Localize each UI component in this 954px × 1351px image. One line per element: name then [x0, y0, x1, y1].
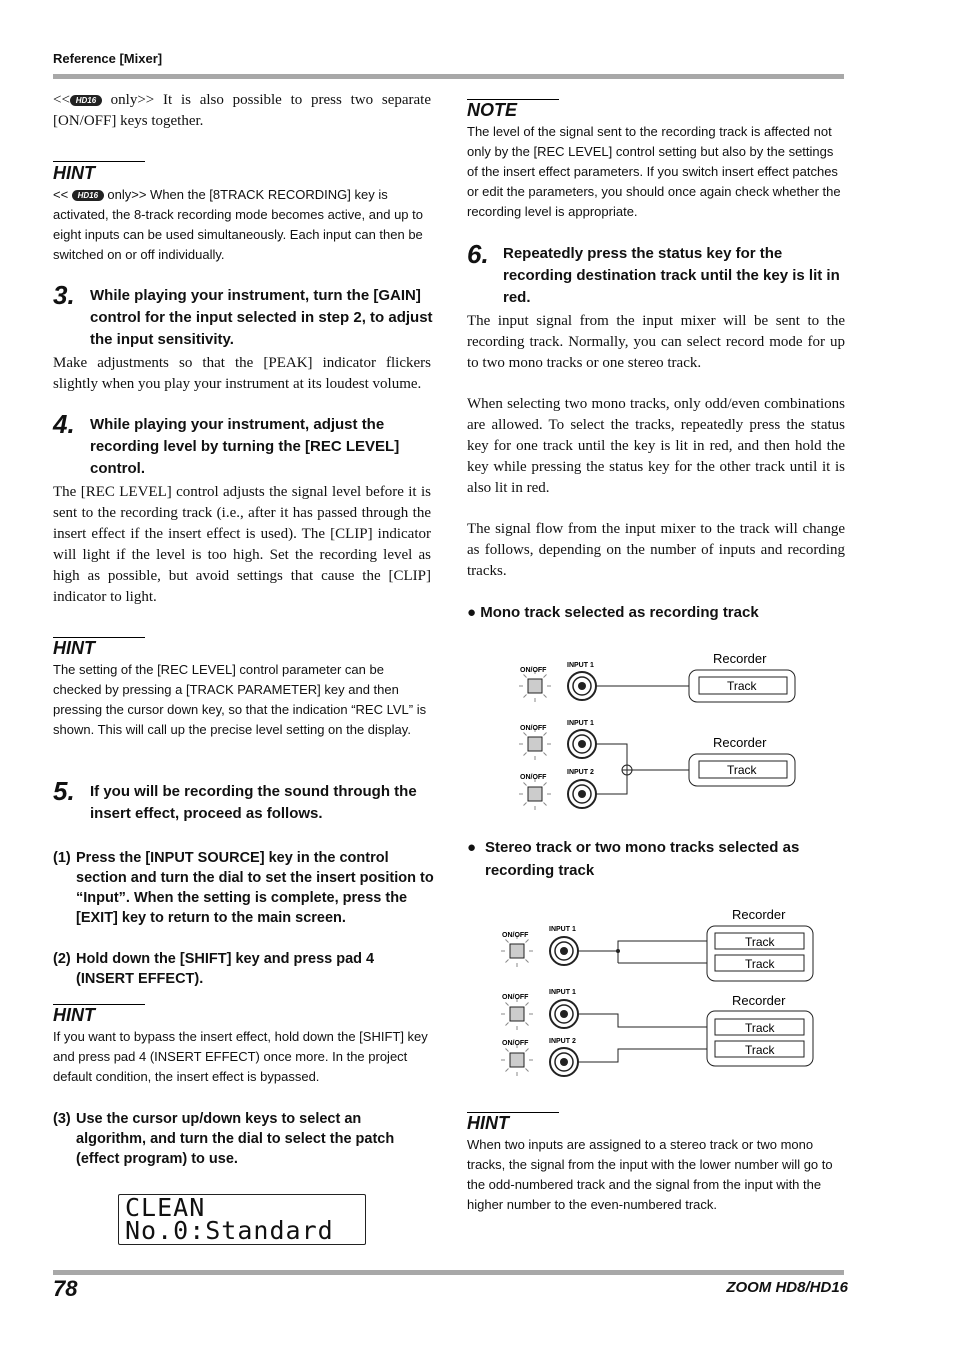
on-off-key-3 — [519, 778, 551, 810]
step-body: Make adjustments so that the [PEAK] indicator flickers slightly when you play your instrument at its loudest volume. — [53, 355, 431, 392]
recorder-label: Recorder — [732, 993, 786, 1008]
track-label: Track — [727, 679, 757, 693]
step-number: 4. — [53, 409, 75, 439]
input-1-label: INPUT 1 — [549, 989, 576, 996]
on-off-key-2 — [519, 728, 551, 760]
hint-heading: HINT — [53, 163, 95, 183]
input-1-label: INPUT 1 — [567, 720, 594, 727]
hd16-badge: HD16 — [72, 190, 104, 201]
input-1-label: INPUT 1 — [549, 926, 576, 933]
lcd-line-1: CLEAN — [125, 1193, 206, 1222]
on-off-key-1 — [519, 670, 551, 702]
input-2-label: INPUT 2 — [567, 769, 594, 776]
input-jack-2 — [550, 1048, 578, 1076]
hint-heading: HINT — [467, 1113, 509, 1133]
step-body: The signal flow from the input mixer to the track will change as follows, depending on the number of inputs and recording tracks. — [467, 521, 845, 579]
header-rule — [53, 74, 844, 79]
step-body: When selecting two mono tracks, only odd/even combinations are allowed. To select the tracks, repeatedly press the status key for one track until the key is lit in red, and then hold the key while pressing the status key for the other track until it is also lit in red. — [467, 396, 845, 496]
lcd-display — [118, 1194, 366, 1245]
on-off-label: ON/OFF — [520, 774, 547, 781]
hint-text: << HD16 only>> When the [8TRACK RECORDING] key is activated, the 8-track recording mode becomes active, and up to eight inputs can be used simultaneously. Each input can then be switched on or off individually. — [53, 187, 423, 262]
recorder-label: Recorder — [713, 735, 767, 750]
mono-track-diagram — [505, 648, 805, 813]
bullet-icon: ● — [467, 839, 477, 856]
on-off-label: ON/OFF — [520, 667, 547, 674]
note-heading: NOTE — [467, 100, 518, 120]
step-title: While playing your instrument, adjust the recording level by turning the [REC LEVEL] control. — [90, 416, 400, 477]
input-2-label: INPUT 2 — [549, 1038, 576, 1045]
recorder-label: Recorder — [732, 907, 786, 922]
track-label: Track — [745, 935, 775, 949]
lcd-line-2: No.0:Standard — [125, 1216, 334, 1245]
hint-rule — [53, 161, 145, 162]
note-text: The level of the signal sent to the recording track is affected not only by the [REC LEVEL] control setting but also by the settings of the insert effect parameters. If you switch insert effect patches or edit the parameters, you should once again check whether the recording level is appropriate. — [467, 124, 841, 219]
intro-paragraph: << HD16 only>> It is also possible to press two separate [ON/OFF] keys together. — [53, 92, 431, 129]
hint-heading: HINT — [53, 1005, 95, 1025]
step-title: Repeatedly press the status key for the recording destination track until the key is lit in red. — [503, 245, 840, 306]
input-jack-1 — [568, 730, 596, 758]
step-body: The [REC LEVEL] control adjusts the signal level before it is sent to the recording track (i.e., after it has passed through the insert effect if the insert effect is used). The [CLIP] indicator will light if the level is too high. Set the recording level as high as possible, but avoid settings that cause the [CLIP] indicator to light. — [53, 484, 431, 605]
input-jack-1 — [550, 937, 578, 965]
sub-step-text: Hold down the [SHIFT] key and press pad 4 (INSERT EFFECT). — [76, 951, 375, 987]
recorder-label: Recorder — [713, 651, 767, 666]
step-title: If you will be recording the sound through the insert effect, proceed as follows. — [90, 783, 417, 822]
sub-step-text: Press the [INPUT SOURCE] key in the control section and turn the dial to set the insert position to “Input”. When the setting is complete, press the [EXIT] key to return to the main screen. — [76, 850, 434, 926]
on-off-label: ON/OFF — [502, 994, 529, 1001]
hint-text: If you want to bypass the insert effect, hold down the [SHIFT] key and press pad 4 (INSERT EFFECT) once more. In the project default condition, the insert effect is bypassed. — [53, 1029, 428, 1084]
step-title: While playing your instrument, turn the [GAIN] control for the input selected in step 2, to adjust the input sensitivity. — [90, 287, 433, 348]
input-jack-1 — [568, 672, 596, 700]
step-number: 5. — [53, 776, 75, 806]
sub-step-number: (3) — [53, 1111, 71, 1127]
sub-step-number: (1) — [53, 850, 71, 866]
page-number: 78 — [53, 1276, 78, 1301]
input-jack-2 — [568, 780, 596, 808]
stereo-track-diagram — [487, 904, 827, 1084]
on-off-key-3 — [501, 1044, 533, 1076]
bullet-heading: ● Mono track selected as recording track — [467, 604, 759, 621]
track-label: Track — [745, 1043, 775, 1057]
on-off-key-2 — [501, 998, 533, 1030]
product-name: ZOOM HD8/HD16 — [726, 1279, 848, 1296]
on-off-label: ON/OFF — [502, 932, 529, 939]
on-off-label: ON/OFF — [502, 1040, 529, 1047]
input-1-label: INPUT 1 — [567, 662, 594, 669]
track-label: Track — [745, 1021, 775, 1035]
hint-text: The setting of the [REC LEVEL] control parameter can be checked by pressing a [TRACK PARAMETER] key and then pressing the cursor down key, so that the indication “REC LVL” is shown. This will call up the precise level setting on the display. — [53, 662, 427, 737]
bullet-heading: ● Stereo track or two mono tracks selected as recording track — [467, 836, 845, 882]
sub-step-number: (2) — [53, 951, 71, 967]
track-label: Track — [727, 763, 757, 777]
input-jack-1 — [550, 1000, 578, 1028]
track-label: Track — [745, 957, 775, 971]
bullet-icon: ● — [467, 604, 477, 621]
step-number: 3. — [53, 280, 75, 310]
hd16-badge: HD16 — [70, 95, 102, 106]
section-label: Reference [Mixer] — [53, 51, 163, 66]
hint-heading: HINT — [53, 638, 95, 658]
on-off-label: ON/OFF — [520, 725, 547, 732]
footer-rule — [53, 1270, 844, 1275]
step-number: 6. — [467, 239, 489, 269]
hint-text: When two inputs are assigned to a stereo track or two mono tracks, the signal from the input with the lower number will go to the odd-numbered track and the signal from the input with the higher number to the even-numbered track. — [467, 1137, 833, 1212]
sub-step-text: Use the cursor up/down keys to select an algorithm, and turn the dial to select the patch (effect program) to use. — [76, 1111, 395, 1167]
on-off-key-1 — [501, 935, 533, 967]
step-body: The input signal from the input mixer will be sent to the recording track. Normally, you can select record mode for up to two mono tracks or one stereo track. — [467, 313, 845, 371]
